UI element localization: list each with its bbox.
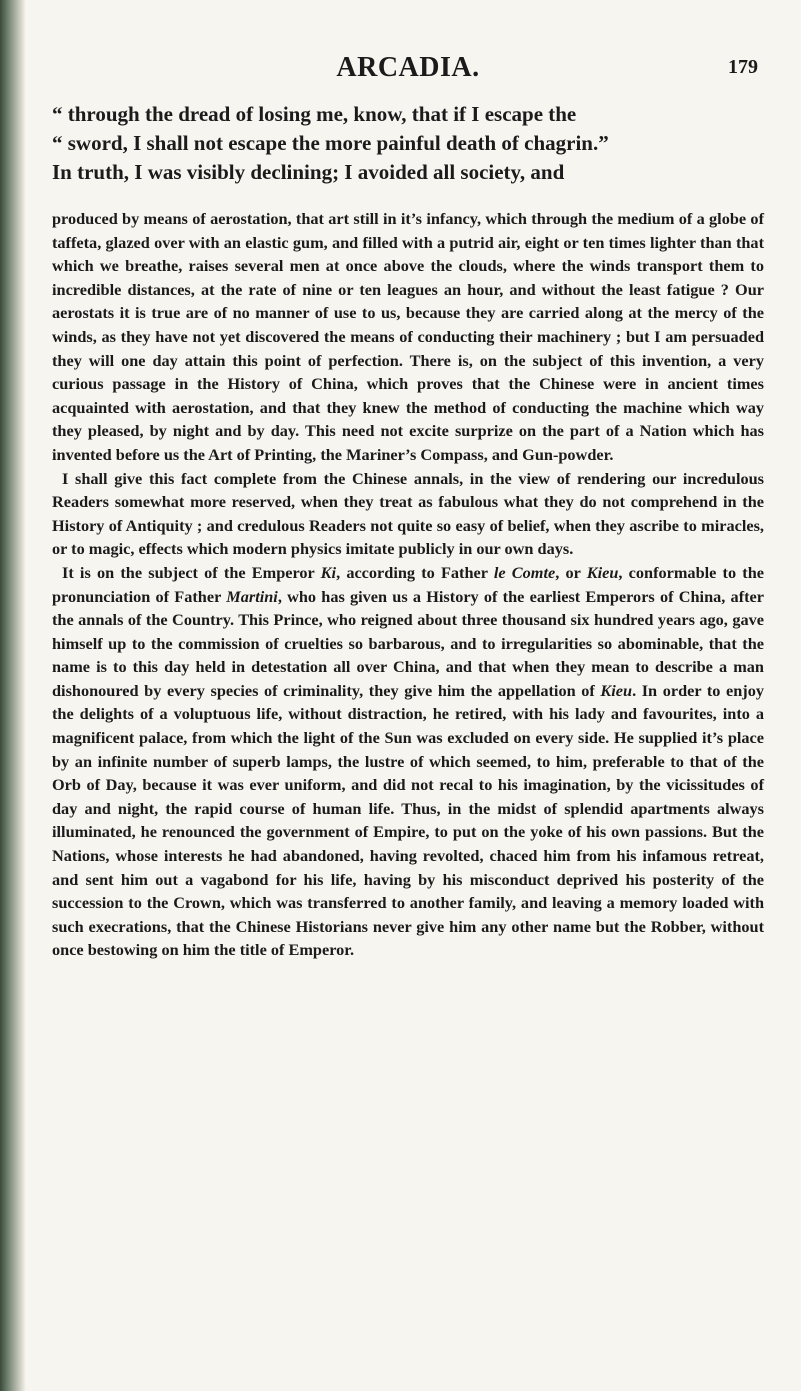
paragraph-3-text: It is on the subject of the Emperor: [62, 562, 321, 582]
paragraph-3-text: , according to Father: [336, 562, 494, 582]
footnote: [52, 207, 764, 962]
page-header: [52, 52, 764, 100]
main-text: [52, 100, 764, 187]
main-text-line-1: “ through the dread of losing me, know, that if I escape the: [52, 102, 577, 126]
paragraph-3-text: , conformable to the pronunciation of Father: [52, 562, 764, 606]
author-name-martini: Martini: [226, 586, 278, 606]
paragraph-3-text: , or: [555, 562, 587, 582]
author-name-le-comte: le Comte: [493, 562, 556, 582]
appellation-kieu: Kieu: [600, 680, 633, 700]
main-text-line-2: “ sword, I shall not escape the more painful death of chagrin.”: [52, 131, 609, 155]
paragraph-3-text: . In order to enjoy the delights of a voluptuous life, without distraction, he retired, with his lady and favourites, into a magnificent palace, from which the light of the Sun was excluded on every side. He supplied it’s place by an infinite number of superb lamps, the lustre of which seemed, to him, preferable to that of the Orb of Day, because it was ever uniform, and did not recal to his imagination, by the vicissitudes of day and night, the rapid course of human life. Thus, in the midst of splendid apartments always illuminated, he renounced the government of Empire, to put on the yoke of his own passions. But the Nations, whose interests he had abandoned, having revolted, chaced him from his infamous retreat, and sent him out a vagabond for his life, having by his misconduct deprived his posterity of the succession to the Crown, which was transferred to another family, and leaving a memory loaded with such execrations, that the Chinese Historians never give him any other name but the Robber, without once bestowing on him the title of Emperor.: [52, 680, 764, 960]
page-number: 179: [728, 56, 758, 78]
binding-shadow: [0, 0, 26, 1391]
main-text-line-3: In truth, I was visibly declining; I avoided all society, and: [52, 160, 565, 184]
footnote-paragraph-3: [52, 561, 764, 962]
paragraph-3-text: , who has given us a History of the earliest Emperors of China, after the annals of the Country. This Prince, who reigned about three thousand six hundred years ago, gave himself up to the commission of cruelties so barbarous, and to irregularities so abominable, that the name is to this day held in detestation all over China, and that when they mean to describe a man dishonoured by every species of criminality, they give him the appellation of: [52, 586, 764, 700]
running-title: ARCADIA.: [336, 52, 480, 83]
emperor-name-kieu: Kieu: [586, 562, 619, 582]
emperor-name-ki: Ki: [320, 562, 337, 582]
book-page: [52, 52, 764, 962]
footnote-paragraph-2: I shall give this fact complete from the Chinese annals, in the view of rendering our incredulous Readers somewhat more reserved, when they treat as fabulous what they do not comprehend in the History of Antiquity ; and credulous Readers not quite so easy of belief, when they ascribe to miracles, or to magic, effects which modern physics imitate publicly in our own days.: [52, 468, 764, 559]
footnote-paragraph-1: produced by means of aerostation, that art still in it’s infancy, which through the medium of a globe of taffeta, glazed over with an elastic gum, and filled with a putrid air, eight or ten times lighter than that which we breathe, raises several men at once above the clouds, where the winds transport them to incredible distances, at the rate of nine or ten leagues an hour, and without the least fatigue ? Our aerostats it is true are of no manner of use to us, because they are carried along at the mercy of the winds, as they have not yet discovered the means of conducting their machinery ; but I am persuaded they will one day attain this point of perfection. There is, on the subject of this invention, a very curious passage in the History of China, which proves that the Chinese were in ancient times acquainted with aerostation, and that they knew the method of conducting the machine which way they pleased, by night and by day. This need not excite surprize on the part of a Nation which has invented before us the Art of Printing, the Mariner’s Compass, and Gun-powder.: [52, 209, 764, 464]
